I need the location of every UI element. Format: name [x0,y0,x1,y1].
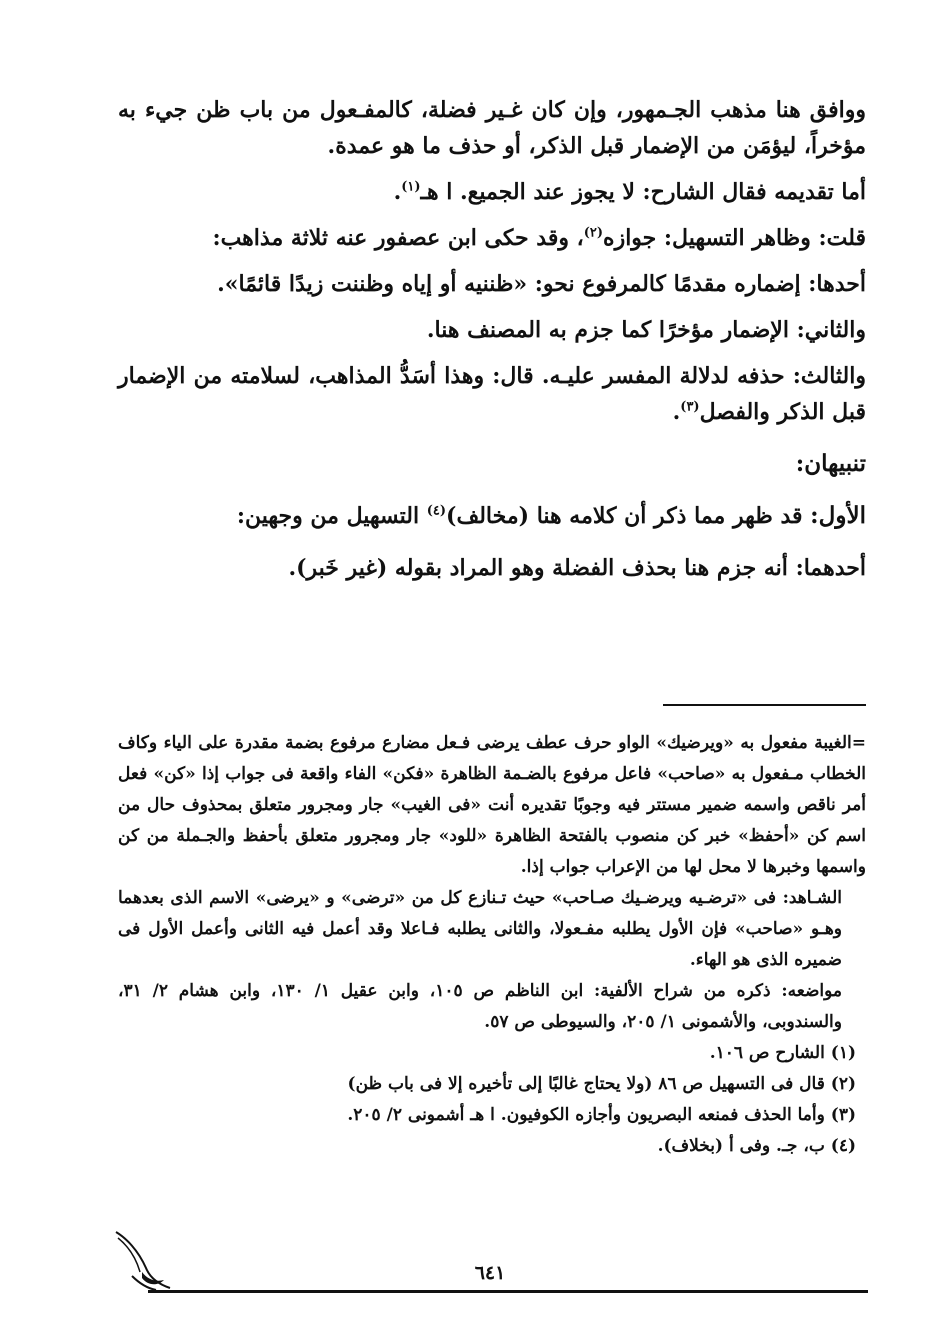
text-thalith: والثالث: حذفه لدلالة المفسر عليـه. قال: وهذا أسَدُّ المذاهب، لسلامته من الإضمار قبل الذكر والفصل [118,363,866,425]
text-qultu-b: ، وقد حكى ابن عصفور عنه ثلاثة مذاهب: [212,225,584,251]
paragraph-ahaduhuma: أحدهما: أنه جزم هنا بحذف الفضلة وهو المراد بقوله (غير خَبر). [288,555,866,581]
text-awwal-lead: الأول: [810,502,866,529]
page-bottom-rule [148,1290,868,1293]
page-number: ٦٤١ [474,1262,506,1284]
text-awwal-b: التسهيل من وجهين: [236,503,427,529]
footnote-4: (٤) ب، جـ. وفى أ (بخلاف). [657,1136,856,1156]
paragraph-muwafaqa: ووافق هنا مذهب الجـمهور، وإن كان غـير فضلة، كالمفـعول من باب ظن جيء به مؤخراً، ليؤمَن من الإضمار قبل الذكر، أو حذف ما هو عمدة. [118,97,866,159]
footnote-1: (١) الشارح ص ١٠٦. [709,1043,856,1063]
footnote-mark-4: (٤) [426,503,447,519]
note-paragraph-mawadiuh: مواضعه: ذكره من شراح الألفية: ابن الناظم ص ١٠٥، وابن عقيل ١/ ١٣٠، وابن هشام ٢/ ٣١، والسندوبى، والأشمونى ١/ ٢٠٥، والسيوطى ص ٥٧. [118,981,842,1032]
paragraph-ahaduha: أحدها: إضماره مقدمًا كالمرفوع نحو: «ظننيه أو إياه وظننت زيدًا قائمًا». [217,271,866,297]
section-heading: تنبيهان: [795,450,866,477]
paragraph-amma: أما تقديمه فقال الشارح: لا يجوز عند الجميع. ا هـ$^{(١)}$. [393,179,866,205]
footnote-mark-3: (٣) [680,399,700,415]
text-amma: أما تقديمه فقال الشارح: لا يجوز عند الجميع. ا هـ [420,179,866,205]
note-paragraph-shahid: الشـاهد: فى «ترضـيه ويرضـيك صـاحب» حيث تـنازع كل من «ترضى» و «يرضى» الاسم الذى بعدهما وهـو «صاحب» فإن الأول يطلبه مفـعولا، والثانى يطلبه فـاعلا وقد أعمل فيه الثانى وأعمل الأول فى ضميره الذى هو الهاء. [118,888,842,970]
text-qultu-a: قلت: وظاهر التسهيل: جوازه [603,225,866,251]
footnote-3: (٣) وأما الحذف فمنعه البصريون وأجازه الكوفيون. ا هـ أشمونى ٢/ ٢٠٥. [347,1105,856,1125]
main-text [118,92,866,586]
footnote-divider [663,704,866,706]
paragraph-awwal [118,498,866,534]
paragraph-thani: والثاني: الإضمار مؤخرًا كما جزم به المصنف هنا. [426,317,866,343]
text-awwal-a: قد ظهر مما ذكر أن كلامه هنا (مخالف) [446,503,811,529]
footnotes [118,728,866,1162]
note-paragraph-1: =الغيبة مفعول به «ويرضيك» الواو حرف عطف يرضى فـعل مضارع مرفوع بضمة مقدرة على الياء وكاف الخطاب مـفعول به «صاحب» فاعل مرفوع بالضـمة الظاهرة «فكن» الفاء واقعة فى جواب إذا «كن» فعل أمر ناقص واسمه ضمير مستتر فيه وجوبًا تقديره أنت «فى الغيب» جار ومجرور متعلق بمحذوف حال من اسم كن «أحفظ» خبر كن منصوب بالفتحة الظاهرة «للود» جار ومجرور متعلق بأحفظ والجـملة من كن واسمها وخبرها لا محل لها من الإعراب جواب إذا. [118,733,866,877]
paragraph-thalith: والثالث: حذفه لدلالة المفسر عليـه. قال: وهذا أسَدُّ المذاهب، لسلامته من الإضمار قبل الذكر والفصل$^{(٣)}$. [118,363,866,425]
paragraph-qultu [118,220,866,256]
footnote-mark-1: (١) [401,179,421,195]
quill-icon [112,1228,172,1292]
footnote-2: (٢) قال فى التسهيل ص ٨٦ (ولا يحتاج غالبًا إلى تأخيره إلا فى باب ظن) [347,1074,856,1094]
footnote-mark-2: (٢) [583,225,604,241]
